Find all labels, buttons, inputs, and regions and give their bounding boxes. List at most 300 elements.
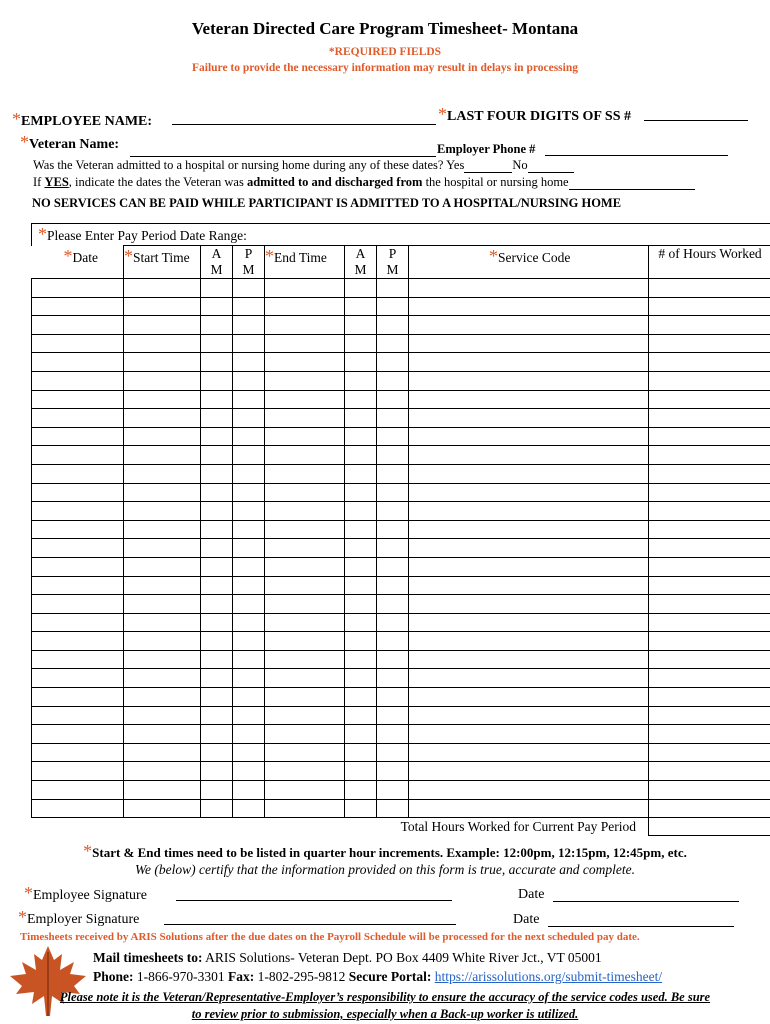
table-cell[interactable] [649,576,770,595]
table-cell[interactable] [233,316,265,335]
table-cell[interactable] [649,353,770,372]
table-cell[interactable] [124,371,201,390]
table-cell[interactable] [201,725,233,744]
table-cell[interactable] [124,334,201,353]
table-cell[interactable] [32,483,124,502]
table-cell[interactable] [377,409,409,428]
table-cell[interactable] [265,446,345,465]
table-cell[interactable] [233,613,265,632]
table-cell[interactable] [377,669,409,688]
table-cell[interactable] [409,799,649,818]
table-cell[interactable] [377,595,409,614]
table-cell[interactable] [32,743,124,762]
table-cell[interactable] [124,725,201,744]
table-cell[interactable] [409,334,649,353]
table-cell[interactable] [233,595,265,614]
table-cell[interactable] [409,706,649,725]
table-cell[interactable] [409,576,649,595]
table-cell[interactable] [201,650,233,669]
total-hours-cell[interactable] [649,818,770,836]
table-cell[interactable] [377,502,409,521]
phone-value: 1-866-970-3301 [133,969,228,984]
table-cell[interactable] [201,353,233,372]
table-cell[interactable] [649,557,770,576]
table-cell[interactable] [265,520,345,539]
table-cell[interactable] [409,427,649,446]
table-cell[interactable] [124,353,201,372]
table-cell[interactable] [649,279,770,298]
table-cell[interactable] [265,743,345,762]
table-cell[interactable] [649,743,770,762]
table-cell[interactable] [649,464,770,483]
table-cell[interactable] [265,353,345,372]
table-cell[interactable] [32,520,124,539]
table-cell[interactable] [124,557,201,576]
table-cell[interactable] [32,595,124,614]
table-cell[interactable] [377,557,409,576]
no-field[interactable] [528,160,574,173]
table-cell[interactable] [345,539,377,558]
table-cell[interactable] [32,334,124,353]
table-cell[interactable] [649,427,770,446]
table-cell[interactable] [345,371,377,390]
table-cell[interactable] [649,632,770,651]
table-cell[interactable] [409,650,649,669]
table-cell[interactable] [124,427,201,446]
table-cell[interactable] [345,353,377,372]
table-cell[interactable] [265,427,345,446]
table-cell[interactable] [201,688,233,707]
table-cell[interactable] [124,297,201,316]
table-cell[interactable] [409,632,649,651]
table-row [32,781,770,800]
employer-date-field[interactable] [548,911,734,927]
table-cell[interactable] [649,595,770,614]
table-cell[interactable] [409,725,649,744]
table-cell[interactable] [201,632,233,651]
table-cell[interactable] [377,279,409,298]
table-cell[interactable] [377,613,409,632]
table-cell[interactable] [265,632,345,651]
table-cell[interactable] [233,539,265,558]
table-cell[interactable] [409,464,649,483]
table-cell[interactable] [377,799,409,818]
employee-signature-field[interactable] [176,886,452,901]
table-cell[interactable] [201,706,233,725]
table-cell[interactable] [649,725,770,744]
table-cell[interactable] [201,334,233,353]
table-cell[interactable] [265,576,345,595]
table-cell[interactable] [377,297,409,316]
table-cell[interactable] [345,706,377,725]
table-cell[interactable] [233,669,265,688]
table-cell[interactable] [345,595,377,614]
table-cell[interactable] [649,539,770,558]
table-cell[interactable] [649,316,770,335]
table-cell[interactable] [265,669,345,688]
table-cell[interactable] [649,799,770,818]
table-cell[interactable] [265,316,345,335]
table-cell[interactable] [124,483,201,502]
table-cell[interactable] [32,427,124,446]
pay-period-cell[interactable]: *Please Enter Pay Period Date Range: [32,224,770,246]
table-cell[interactable] [377,427,409,446]
table-cell[interactable] [409,279,649,298]
table-cell[interactable] [377,446,409,465]
table-cell[interactable] [377,688,409,707]
table-cell[interactable] [377,334,409,353]
table-cell[interactable] [32,316,124,335]
table-cell[interactable] [233,483,265,502]
table-cell[interactable] [377,464,409,483]
table-cell[interactable] [32,650,124,669]
table-cell[interactable] [201,762,233,781]
table-cell[interactable] [233,557,265,576]
table-cell[interactable] [265,725,345,744]
veteran-name-field[interactable] [130,142,436,157]
table-cell[interactable] [124,520,201,539]
table-row [32,706,770,725]
fax-label: Fax: [228,969,255,984]
table-cell[interactable] [201,539,233,558]
table-cell[interactable] [124,688,201,707]
table-cell[interactable] [345,279,377,298]
table-cell[interactable] [233,688,265,707]
table-cell[interactable] [32,557,124,576]
responsibility-note-line2: to review prior to submission, especially when a Back-up worker is utilized. [191,1007,579,1021]
table-cell[interactable] [32,297,124,316]
table-cell[interactable] [265,688,345,707]
table-cell[interactable] [32,390,124,409]
table-cell[interactable] [124,762,201,781]
table-cell[interactable] [32,799,124,818]
table-cell[interactable] [409,371,649,390]
table-cell[interactable] [265,502,345,521]
table-cell[interactable] [377,539,409,558]
table-cell[interactable] [409,353,649,372]
table-cell[interactable] [124,576,201,595]
timesheet-table [31,223,770,836]
table-cell[interactable] [265,409,345,428]
table-cell[interactable] [233,297,265,316]
table-cell[interactable] [345,390,377,409]
table-cell[interactable] [345,576,377,595]
table-cell[interactable] [201,483,233,502]
table-cell[interactable] [345,743,377,762]
table-cell[interactable] [649,669,770,688]
table-cell[interactable] [124,650,201,669]
table-cell[interactable] [649,446,770,465]
table-cell[interactable] [201,279,233,298]
table-cell[interactable] [377,781,409,800]
table-cell[interactable] [201,595,233,614]
table-cell[interactable] [377,520,409,539]
employee-name-field[interactable] [172,108,436,125]
table-cell[interactable] [377,743,409,762]
table-cell[interactable] [124,279,201,298]
timesheet-rows [32,279,770,818]
yes-field[interactable] [464,160,512,173]
table-cell[interactable] [345,297,377,316]
table-cell[interactable] [32,632,124,651]
table-cell[interactable] [233,725,265,744]
table-cell[interactable] [124,706,201,725]
table-cell[interactable] [124,409,201,428]
table-cell[interactable] [377,353,409,372]
table-cell[interactable] [409,781,649,800]
table-cell[interactable] [345,613,377,632]
table-cell[interactable] [377,483,409,502]
table-cell[interactable] [201,576,233,595]
employer-phone-field[interactable] [545,140,728,156]
table-cell[interactable] [409,688,649,707]
table-cell[interactable] [32,725,124,744]
table-cell[interactable] [201,743,233,762]
table-row [32,725,770,744]
table-cell[interactable] [649,706,770,725]
table-cell[interactable] [32,409,124,428]
table-cell[interactable] [345,334,377,353]
table-cell[interactable] [201,316,233,335]
table-cell[interactable] [32,762,124,781]
table-cell[interactable] [649,520,770,539]
table-cell[interactable] [32,279,124,298]
table-cell[interactable] [124,799,201,818]
table-cell[interactable] [409,297,649,316]
table-cell[interactable] [649,502,770,521]
secure-portal-link[interactable]: https://arissolutions.org/submit-timesheet/ [434,969,663,984]
table-cell[interactable] [345,520,377,539]
table-cell[interactable] [201,502,233,521]
table-cell[interactable] [32,371,124,390]
table-cell[interactable] [233,520,265,539]
table-cell[interactable] [265,297,345,316]
table-cell[interactable] [265,613,345,632]
table-cell[interactable] [32,539,124,558]
table-cell[interactable] [265,464,345,483]
table-cell[interactable] [233,706,265,725]
table-cell[interactable] [124,446,201,465]
table-cell[interactable] [233,353,265,372]
table-cell[interactable] [201,409,233,428]
table-cell[interactable] [377,371,409,390]
table-cell[interactable] [233,781,265,800]
table-cell[interactable] [265,595,345,614]
table-cell[interactable] [345,483,377,502]
date-header: *Date [32,246,124,279]
table-cell[interactable] [233,799,265,818]
table-cell[interactable] [345,557,377,576]
table-cell[interactable] [265,781,345,800]
table-cell[interactable] [649,781,770,800]
table-cell[interactable] [233,762,265,781]
table-cell[interactable] [32,669,124,688]
table-cell[interactable] [201,371,233,390]
table-cell[interactable] [233,427,265,446]
table-cell[interactable] [201,669,233,688]
table-cell[interactable] [233,390,265,409]
table-cell[interactable] [345,427,377,446]
table-cell[interactable] [124,539,201,558]
table-cell[interactable] [233,279,265,298]
table-cell[interactable] [265,706,345,725]
table-cell[interactable] [345,725,377,744]
table-cell[interactable] [201,297,233,316]
table-cell[interactable] [265,483,345,502]
table-cell[interactable] [124,464,201,483]
table-cell[interactable] [32,706,124,725]
table-cell[interactable] [345,799,377,818]
table-cell[interactable] [265,390,345,409]
table-cell[interactable] [377,632,409,651]
table-cell[interactable] [345,464,377,483]
table-cell[interactable] [201,799,233,818]
table-cell[interactable] [649,613,770,632]
table-row [32,576,770,595]
portal-label: Secure Portal: [348,969,432,984]
table-cell[interactable] [201,427,233,446]
table-cell[interactable] [377,390,409,409]
table-cell[interactable] [345,632,377,651]
table-row [32,520,770,539]
table-cell[interactable] [409,390,649,409]
table-cell[interactable] [345,781,377,800]
table-cell[interactable] [201,446,233,465]
table-cell[interactable] [409,316,649,335]
table-cell[interactable] [201,613,233,632]
table-cell[interactable] [265,557,345,576]
table-row [32,743,770,762]
table-cell[interactable] [649,650,770,669]
admission-dates-field[interactable] [569,177,695,190]
table-cell[interactable] [32,781,124,800]
table-cell[interactable] [345,316,377,335]
table-cell[interactable] [233,446,265,465]
table-row [32,427,770,446]
table-cell[interactable] [377,762,409,781]
employee-date-field[interactable] [553,886,739,902]
table-cell[interactable] [124,632,201,651]
table-cell[interactable] [124,390,201,409]
table-cell[interactable] [409,502,649,521]
table-cell[interactable] [265,539,345,558]
table-cell[interactable] [649,762,770,781]
table-cell[interactable] [265,799,345,818]
table-cell[interactable] [377,316,409,335]
table-cell[interactable] [265,279,345,298]
table-cell[interactable] [345,650,377,669]
table-cell[interactable] [32,446,124,465]
table-cell[interactable] [124,743,201,762]
table-cell[interactable] [233,334,265,353]
table-cell[interactable] [124,613,201,632]
table-cell[interactable] [409,539,649,558]
table-cell[interactable] [32,613,124,632]
table-cell[interactable] [649,688,770,707]
table-cell[interactable] [649,390,770,409]
contact-line [93,969,662,985]
table-cell[interactable] [409,762,649,781]
phone-label: Phone: [93,969,134,984]
table-cell[interactable] [32,353,124,372]
table-cell[interactable] [345,502,377,521]
table-cell[interactable] [32,464,124,483]
table-cell[interactable] [124,502,201,521]
table-cell[interactable] [649,483,770,502]
table-cell[interactable] [233,409,265,428]
table-cell[interactable] [233,371,265,390]
table-cell[interactable] [649,334,770,353]
required-fields-note: *REQUIRED FIELDS [328,46,442,58]
yes-word: YES [44,175,69,189]
table-cell[interactable] [233,632,265,651]
table-cell[interactable] [345,409,377,428]
ssn-field[interactable] [644,104,748,121]
table-cell[interactable] [409,743,649,762]
table-cell[interactable] [377,576,409,595]
table-cell[interactable] [233,576,265,595]
table-cell[interactable] [233,464,265,483]
table-cell[interactable] [345,762,377,781]
table-row [32,799,770,818]
table-cell[interactable] [409,483,649,502]
table-cell[interactable] [345,446,377,465]
table-cell[interactable] [124,781,201,800]
table-cell[interactable] [377,650,409,669]
table-cell[interactable] [409,520,649,539]
table-cell[interactable] [649,371,770,390]
table-cell[interactable] [409,557,649,576]
table-cell[interactable] [233,743,265,762]
table-row [32,557,770,576]
table-cell[interactable] [233,650,265,669]
table-cell[interactable] [201,781,233,800]
table-cell[interactable] [409,595,649,614]
table-cell[interactable] [201,557,233,576]
table-cell[interactable] [265,371,345,390]
table-cell[interactable] [649,297,770,316]
certification-text: We (below) certify that the information provided on this form is true, accurate and complete. [135,862,635,877]
table-cell[interactable] [409,669,649,688]
table-cell[interactable] [233,502,265,521]
table-row [32,446,770,465]
table-cell[interactable] [32,688,124,707]
table-cell[interactable] [124,316,201,335]
employee-name-text: EMPLOYEE NAME: [21,114,153,129]
table-cell[interactable] [124,595,201,614]
table-cell[interactable] [124,669,201,688]
table-cell[interactable] [265,650,345,669]
table-cell[interactable] [345,669,377,688]
service-code-header-text: Service Code [498,250,571,265]
table-cell[interactable] [201,390,233,409]
table-cell[interactable] [409,409,649,428]
employer-signature-field[interactable] [164,910,456,925]
table-cell[interactable] [32,576,124,595]
table-cell[interactable] [201,520,233,539]
table-cell[interactable] [409,613,649,632]
table-cell[interactable] [345,688,377,707]
table-cell[interactable] [32,502,124,521]
table-cell[interactable] [409,446,649,465]
table-cell[interactable] [265,762,345,781]
employer-signature-label: *Employer Signature [18,907,140,927]
table-cell[interactable] [649,409,770,428]
table-cell[interactable] [201,464,233,483]
table-cell[interactable] [377,706,409,725]
table-cell[interactable] [265,334,345,353]
table-cell[interactable] [377,725,409,744]
